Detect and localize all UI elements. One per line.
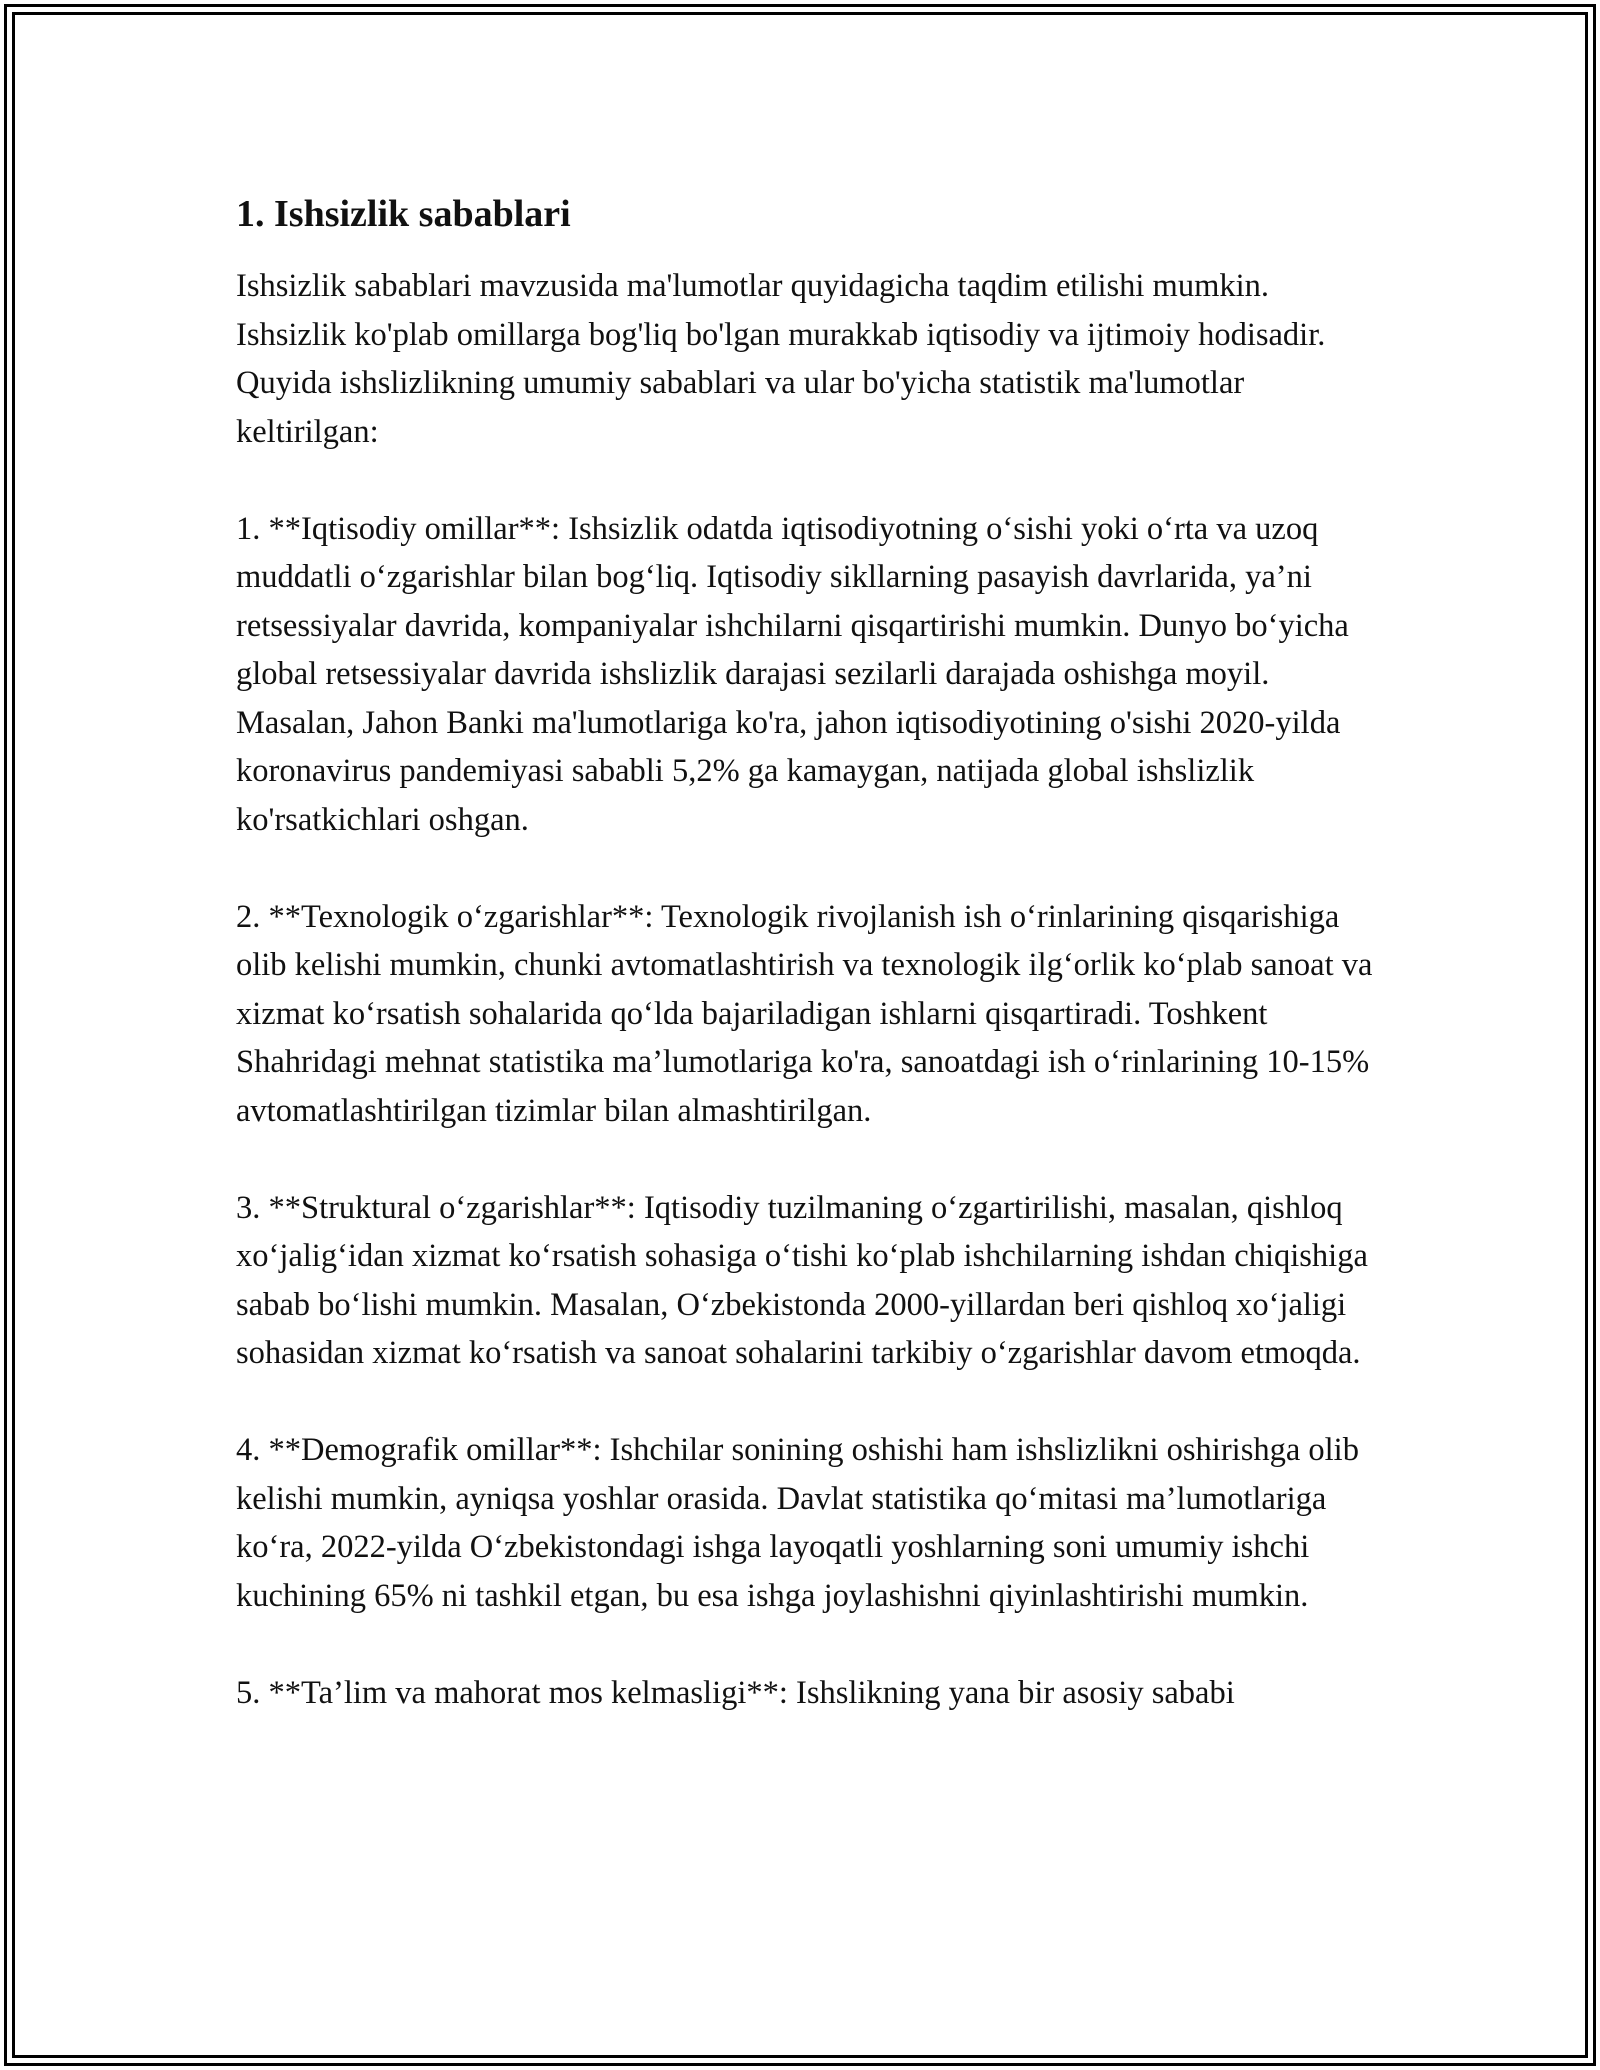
paragraph-structural-changes: 3. **Struktural o‘zgarishlar**: Iqtisodiy tuzilmaning o‘zgartirilishi, masalan, qishloq xo‘jalig‘idan xizmat ko‘rsatish sohasiga o‘tishi ko‘plab ishchilarning ishdan chiqishiga sabab bo‘lishi mumkin. Masalan, O‘zbekistonda 2000-yillardan beri qishloq xo‘jaligi sohasidan xizmat ko‘rsatish va sanoat sohalarini tarkibiy o‘zgarishlar davom etmoqda. <box>236 1189 1368 1371</box>
paragraph-demographic-factors: 4. **Demografik omillar**: Ishchilar sonining oshishi ham ishslizlikni oshirishga olib kelishi mumkin, ayniqsa yoshlar orasida. Davlat statistika qo‘mitasi ma’lumotlariga ko‘ra, 2022-yilda O‘zbekistondagi ishga layoqatli yoshlarning soni umumiy ishchi kuchining 65% ni tashkil etgan, bu esa ishga joylashishni qiyinlashtirishi mumkin. <box>236 1432 1359 1614</box>
paragraph-economic-factors: 1. **Iqtisodiy omillar**: Ishsizlik odatda iqtisodiyotning o‘sishi yoki o‘rta va uzoq muddatli o‘zgarishlar bilan bog‘liq. Iqtisodiy sikllarning pasayish davrlarida, ya’ni retsessiyalar davrida, kompaniyalar ishchilarni qisqartirishi mumkin. Dunyo bo‘yicha global retsessiyalar davrida ishslizlik darajasi sezilarli darajada oshishga moyil. Masalan, Jahon Banki ma'lumotlariga ko'ra, jahon iqtisodiyotining o'sishi 2020-yilda koronavirus pandemiyasi sababli 5,2% ga kamaygan, natijada global ishslizlik ko'rsatkichlari oshgan. <box>236 510 1349 838</box>
document-body <box>236 190 1376 1717</box>
intro-paragraph: Ishsizlik sabablari mavzusida ma'lumotlar quyidagicha taqdim etilishi mumkin. Ishsizlik ko'plab omillarga bog'liq bo'lgan murakkab iqtisodiy va ijtimoiy hodisadir. Quyida ishslizlikning umumiy sabablari va ular bo'yicha statistik ma'lumotlar keltirilgan: <box>236 268 1326 450</box>
paragraph-technological-changes: 2. **Texnologik o‘zgarishlar**: Texnologik rivojlanish ish o‘rinlarining qisqarishiga olib kelishi mumkin, chunki avtomatlashtirish va texnologik ilg‘orlik ko‘plab sanoat va xizmat ko‘rsatish sohalarida qo‘lda bajariladigan ishlarni qisqartiradi. Toshkent Shahridagi mehnat statistika ma’lumotlariga ko'ra, sanoatdagi ish o‘rinlarining 10-15% avtomatlashtirilgan tizimlar bilan almashtirilgan. <box>236 898 1373 1129</box>
section-heading: 1. Ishsizlik sabablari <box>236 193 571 235</box>
paragraph-education-skills-mismatch: 5. **Ta’lim va mahorat mos kelmasligi**: Ishslikning yana bir asosiy sababi <box>236 1674 1235 1711</box>
